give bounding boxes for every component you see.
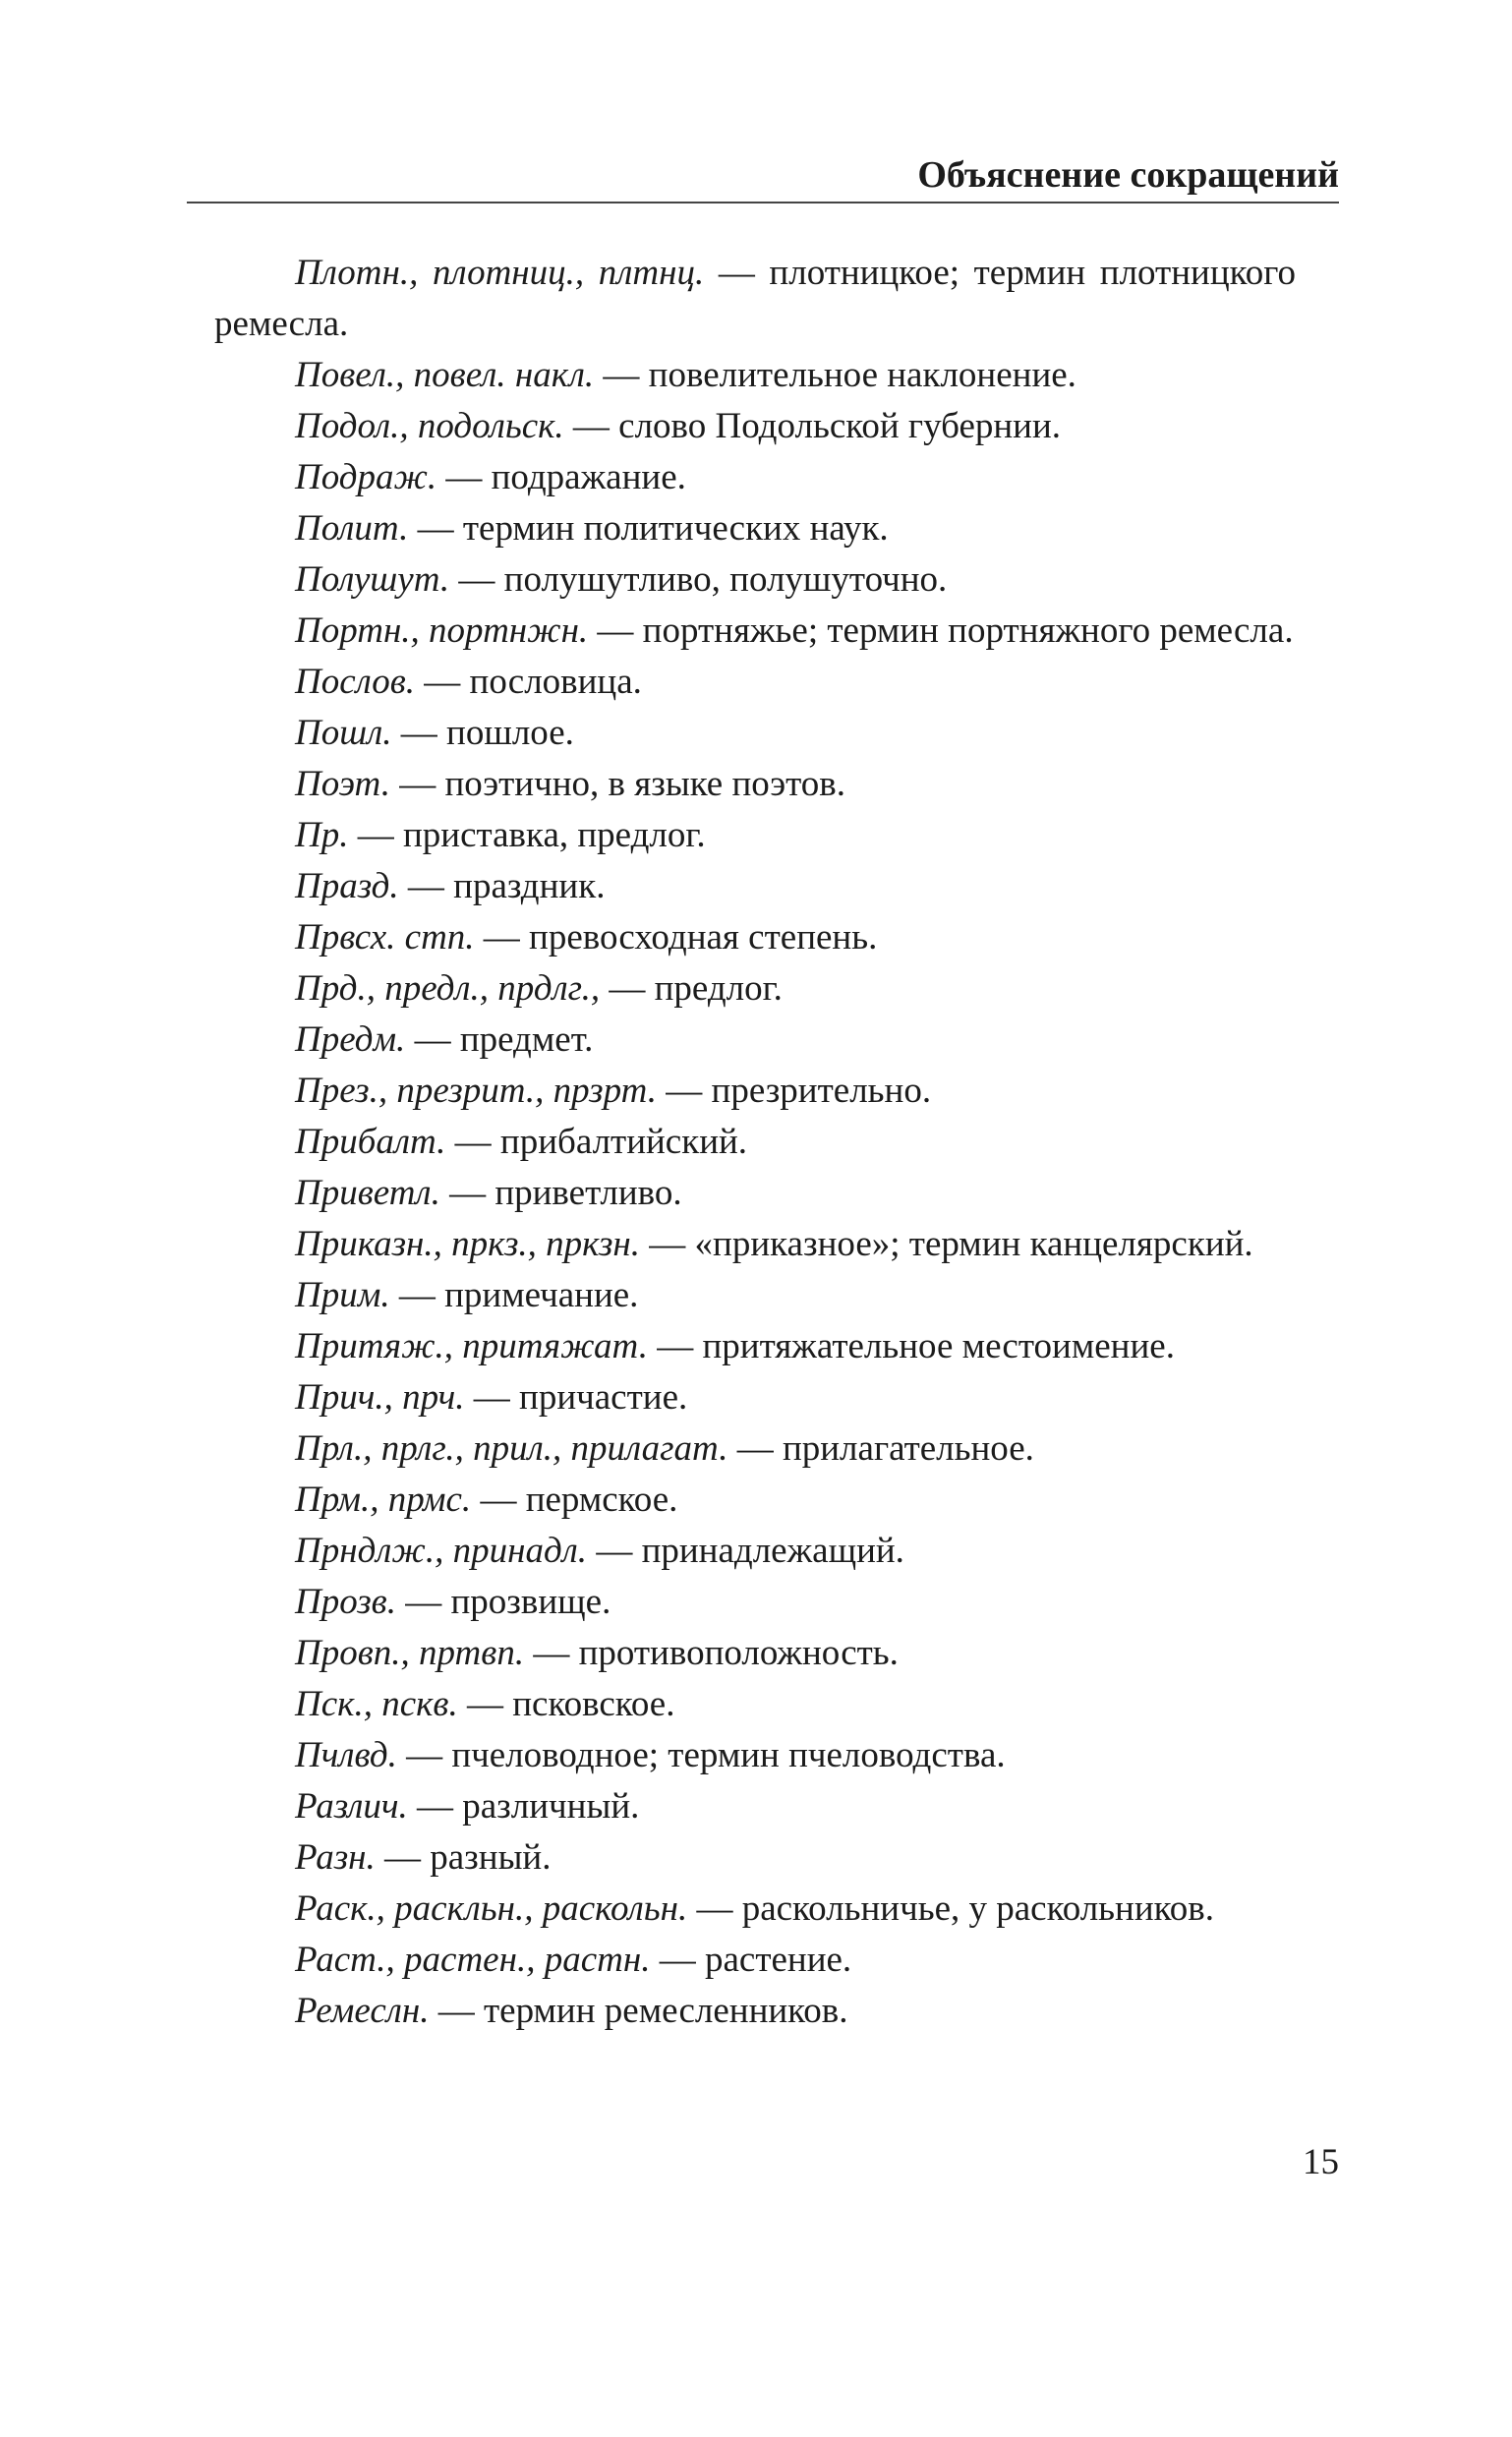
abbreviation: Плотн., плотниц., плтнц. [295, 253, 705, 293]
definition: — плотницкое; термин плотницкого ремесла. [214, 253, 1296, 344]
abbreviation-entry [214, 1986, 1296, 2037]
abbreviation: Провп., пртвп. [295, 1633, 525, 1673]
abbreviation-entry [214, 1117, 1296, 1168]
definition: — приветливо. [439, 1173, 682, 1213]
definition: — приставка, предлог. [348, 815, 706, 855]
definition: — принадлежащий. [587, 1531, 904, 1571]
abbreviation: Полит. [295, 508, 409, 549]
abbreviation-entry [214, 810, 1296, 861]
definition: — противоположность. [524, 1633, 899, 1673]
definition: — поэтично, в языке поэтов. [389, 764, 845, 804]
abbreviation-entry [214, 963, 1296, 1015]
abbreviation: Раст., растен., растн. [295, 1940, 651, 1980]
definition: — повелительное наклонение. [594, 355, 1076, 395]
abbreviation: Прич., прч. [295, 1377, 465, 1418]
abbreviation-entry [214, 1884, 1296, 1935]
definition: — псковское. [457, 1684, 675, 1724]
definition: — пермское. [471, 1480, 678, 1520]
abbreviation-entry [214, 912, 1296, 963]
abbreviation-entry [214, 1577, 1296, 1628]
definition: — портняжье; термин портняжного ремесла. [588, 610, 1294, 651]
abbreviation: Прд., предл., прдлг., [295, 968, 601, 1009]
abbreviation-entry [214, 1270, 1296, 1321]
abbreviation-entry [214, 248, 1296, 350]
abbreviation: Портн., портнжн. [295, 610, 589, 651]
abbreviation-entry [214, 861, 1296, 912]
abbreviation: Предм. [295, 1019, 406, 1060]
definition: — термин ремесленников. [429, 1991, 848, 2031]
definition: — пошлое. [391, 713, 574, 753]
definition: — различный. [407, 1786, 640, 1827]
abbreviation: Полушут. [295, 559, 450, 600]
abbreviation-entry [214, 1168, 1296, 1219]
definition: — подражание. [436, 457, 686, 497]
definition: — пословица. [415, 662, 642, 702]
abbreviation: Послов. [295, 662, 416, 702]
abbreviation: Приказн., пркз., пркзн. [295, 1224, 641, 1264]
abbreviation-entry [214, 1423, 1296, 1475]
definition: — термин политических наук. [408, 508, 889, 549]
abbreviation-entry [214, 1015, 1296, 1066]
abbreviation: Пошл. [295, 713, 392, 753]
abbreviation: Приветл. [295, 1173, 440, 1213]
definition: — пчеловодное; термин пчеловодства. [396, 1735, 1006, 1775]
definition: — растение. [650, 1940, 852, 1980]
definition: — праздник. [398, 866, 606, 906]
abbreviation-entry [214, 1781, 1296, 1832]
abbreviation-entry [214, 1219, 1296, 1270]
running-header [187, 152, 1339, 203]
abbreviation-entry [214, 503, 1296, 554]
abbreviation: Раск., раскльн., раскольн. [295, 1888, 688, 1929]
abbreviation: Ремеслн. [295, 1991, 430, 2031]
abbreviation: Прозв. [295, 1582, 396, 1622]
abbreviation: Празд. [295, 866, 399, 906]
abbreviation: Поэт. [295, 764, 390, 804]
abbreviation-entry [214, 1935, 1296, 1986]
abbreviation-entry [214, 606, 1296, 657]
page-number: 15 [1303, 2142, 1339, 2182]
abbreviation: Различ. [295, 1786, 408, 1827]
abbreviation: Притяж., притяжат. [295, 1326, 648, 1366]
abbreviation: Прибалт. [295, 1122, 446, 1162]
definition: — притяжательное местоимение. [647, 1326, 1175, 1366]
definition: — слово Подольской губернии. [563, 406, 1062, 446]
definition: — предмет. [405, 1019, 594, 1060]
abbreviation-entry [214, 1730, 1296, 1781]
abbreviation-entry [214, 708, 1296, 759]
abbreviation: Разн. [295, 1837, 376, 1878]
definition: — «приказное»; термин канцелярский. [640, 1224, 1253, 1264]
abbreviation-list [214, 248, 1296, 2037]
definition: — причастие. [464, 1377, 688, 1418]
abbreviation: Прндлж., принадл. [295, 1531, 588, 1571]
abbreviation: Подраж. [295, 457, 437, 497]
abbreviation-entry [214, 1526, 1296, 1577]
definition: — прилагательное. [727, 1428, 1034, 1469]
abbreviation: Пск., пскв. [295, 1684, 458, 1724]
abbreviation-entry [214, 1475, 1296, 1526]
abbreviation: Подол., подольск. [295, 406, 564, 446]
abbreviation: Пр. [295, 815, 349, 855]
abbreviation: През., презрит., прзрт. [295, 1071, 658, 1111]
abbreviation-entry [214, 1066, 1296, 1117]
definition: — полушутливо, полушуточно. [449, 559, 948, 600]
abbreviation-entry [214, 1628, 1296, 1679]
abbreviation: Првсх. стп. [295, 917, 475, 957]
abbreviation-entry [214, 657, 1296, 708]
definition: — раскольничье, у раскольников. [687, 1888, 1214, 1929]
definition: — прозвище. [395, 1582, 611, 1622]
abbreviation-entry [214, 1832, 1296, 1884]
definition: — прибалтийский. [445, 1122, 748, 1162]
definition: — разный. [375, 1837, 552, 1878]
abbreviation: Повел., повел. накл. [295, 355, 595, 395]
header-title: Объяснение сокращений [917, 154, 1339, 196]
abbreviation: Прм., прмс. [295, 1480, 472, 1520]
abbreviation-entry [214, 452, 1296, 503]
abbreviation-entry [214, 350, 1296, 401]
abbreviation-entry [214, 759, 1296, 810]
abbreviation-entry [214, 401, 1296, 452]
abbreviation: Прим. [295, 1275, 390, 1315]
abbreviation-entry [214, 1372, 1296, 1423]
definition: — примечание. [389, 1275, 639, 1315]
abbreviation-entry [214, 554, 1296, 606]
abbreviation-entry [214, 1321, 1296, 1372]
abbreviation: Прл., прлг., прил., прилагат. [295, 1428, 728, 1469]
definition: — презрительно. [657, 1071, 932, 1111]
abbreviation-entry [214, 1679, 1296, 1730]
abbreviation: Пчлвд. [295, 1735, 397, 1775]
definition: — предлог. [600, 968, 783, 1009]
definition: — превосходная степень. [474, 917, 878, 957]
